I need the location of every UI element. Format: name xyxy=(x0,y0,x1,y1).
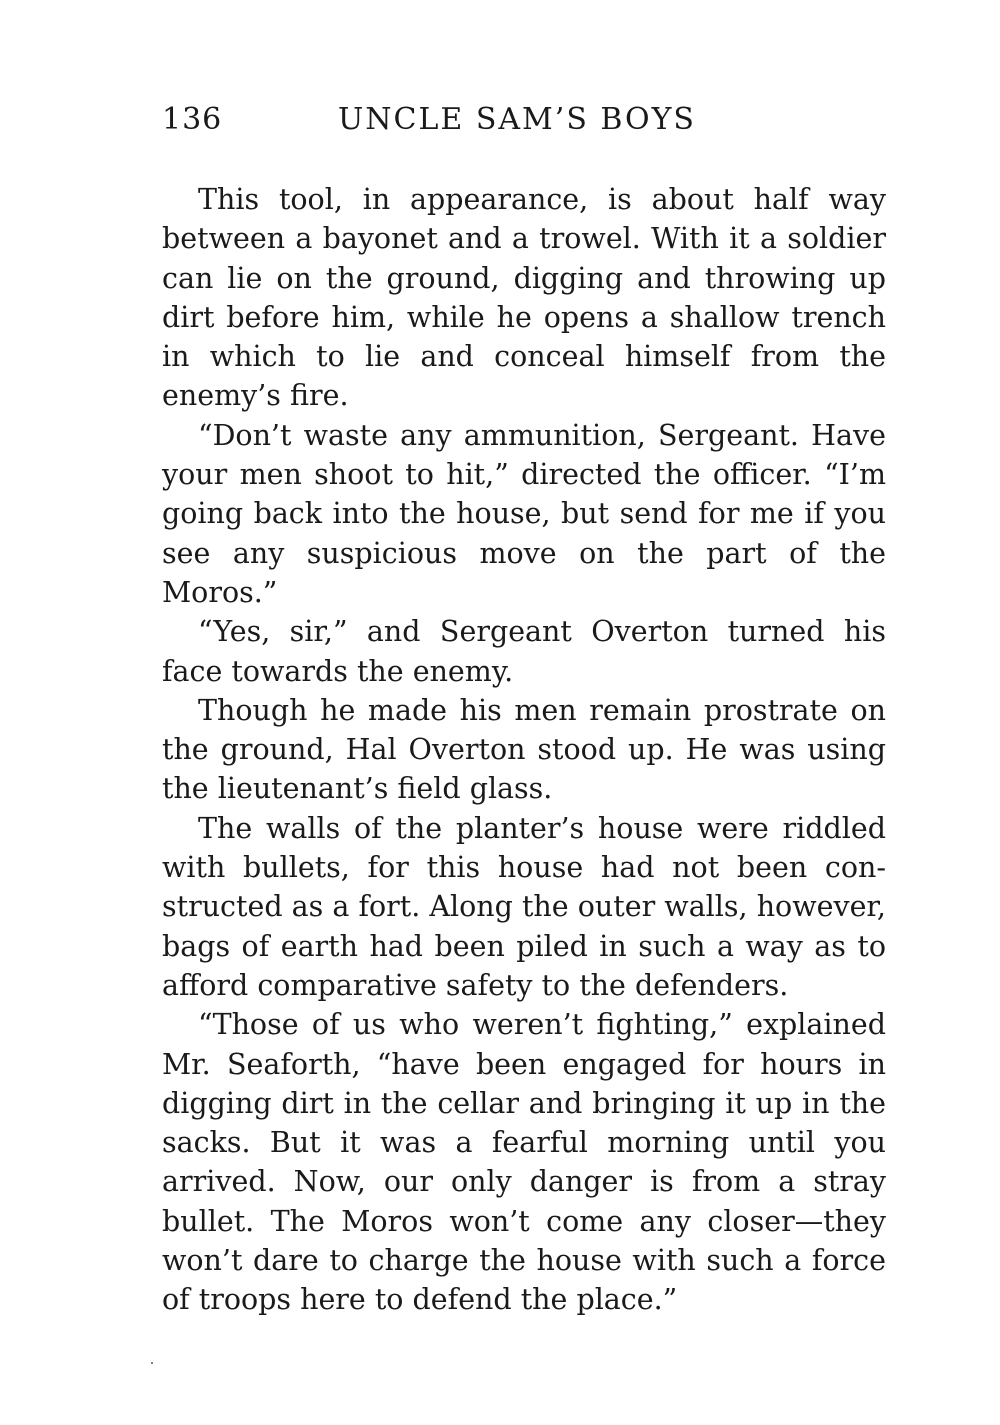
paragraph-seaforth-explains: “Those of us who weren’t fighting,” explained Mr. Seaforth, “have been engaged for hours in digging dirt in the cellar and bringing it up in the sacks. But it was a fearful morning until you arrived. Now, our only danger is from a stray bullet. The Moros won’t come any closer—they won’t dare to charge the house with such a force of troops here to defend the place.” xyxy=(162,1008,886,1317)
paragraph-planter-house: The walls of the planter’s house were riddled with bullets, for this house had not been constructed as a fort. Along the outer walls, however, bags of earth had been piled in such a way as to afford comparative safety to the defenders. xyxy=(162,811,886,1002)
body-text xyxy=(162,180,886,1320)
book-title: UNCLE SAM’S BOYS xyxy=(338,102,696,137)
paragraph-officer-order: “Don’t waste any ammunition, Sergeant. Have your men shoot to hit,” directed the officer. “I’m going back into the house, but send for me if you see any suspicious move on the part of the Moros.” xyxy=(162,418,886,609)
paragraph-overton-standing: Though he made his men remain prostrate on the ground, Hal Overton stood up. He was using the lieutenant’s field glass. xyxy=(162,693,886,806)
paragraph-sergeant-reply: “Yes, sir,” and Sergeant Overton turned his face towards the enemy. xyxy=(162,615,886,688)
running-header xyxy=(162,98,722,142)
page-number: 136 xyxy=(162,102,223,137)
paragraph-tool-description: This tool, in appearance, is about half way between a bayonet and a trowel. With it a soldier can lie on the ground, digging and throwing up dirt before him, while he opens a shallow trench in which to lie and conceal himself from the enemy’s fire. xyxy=(162,183,886,413)
ink-speck xyxy=(151,1362,153,1364)
